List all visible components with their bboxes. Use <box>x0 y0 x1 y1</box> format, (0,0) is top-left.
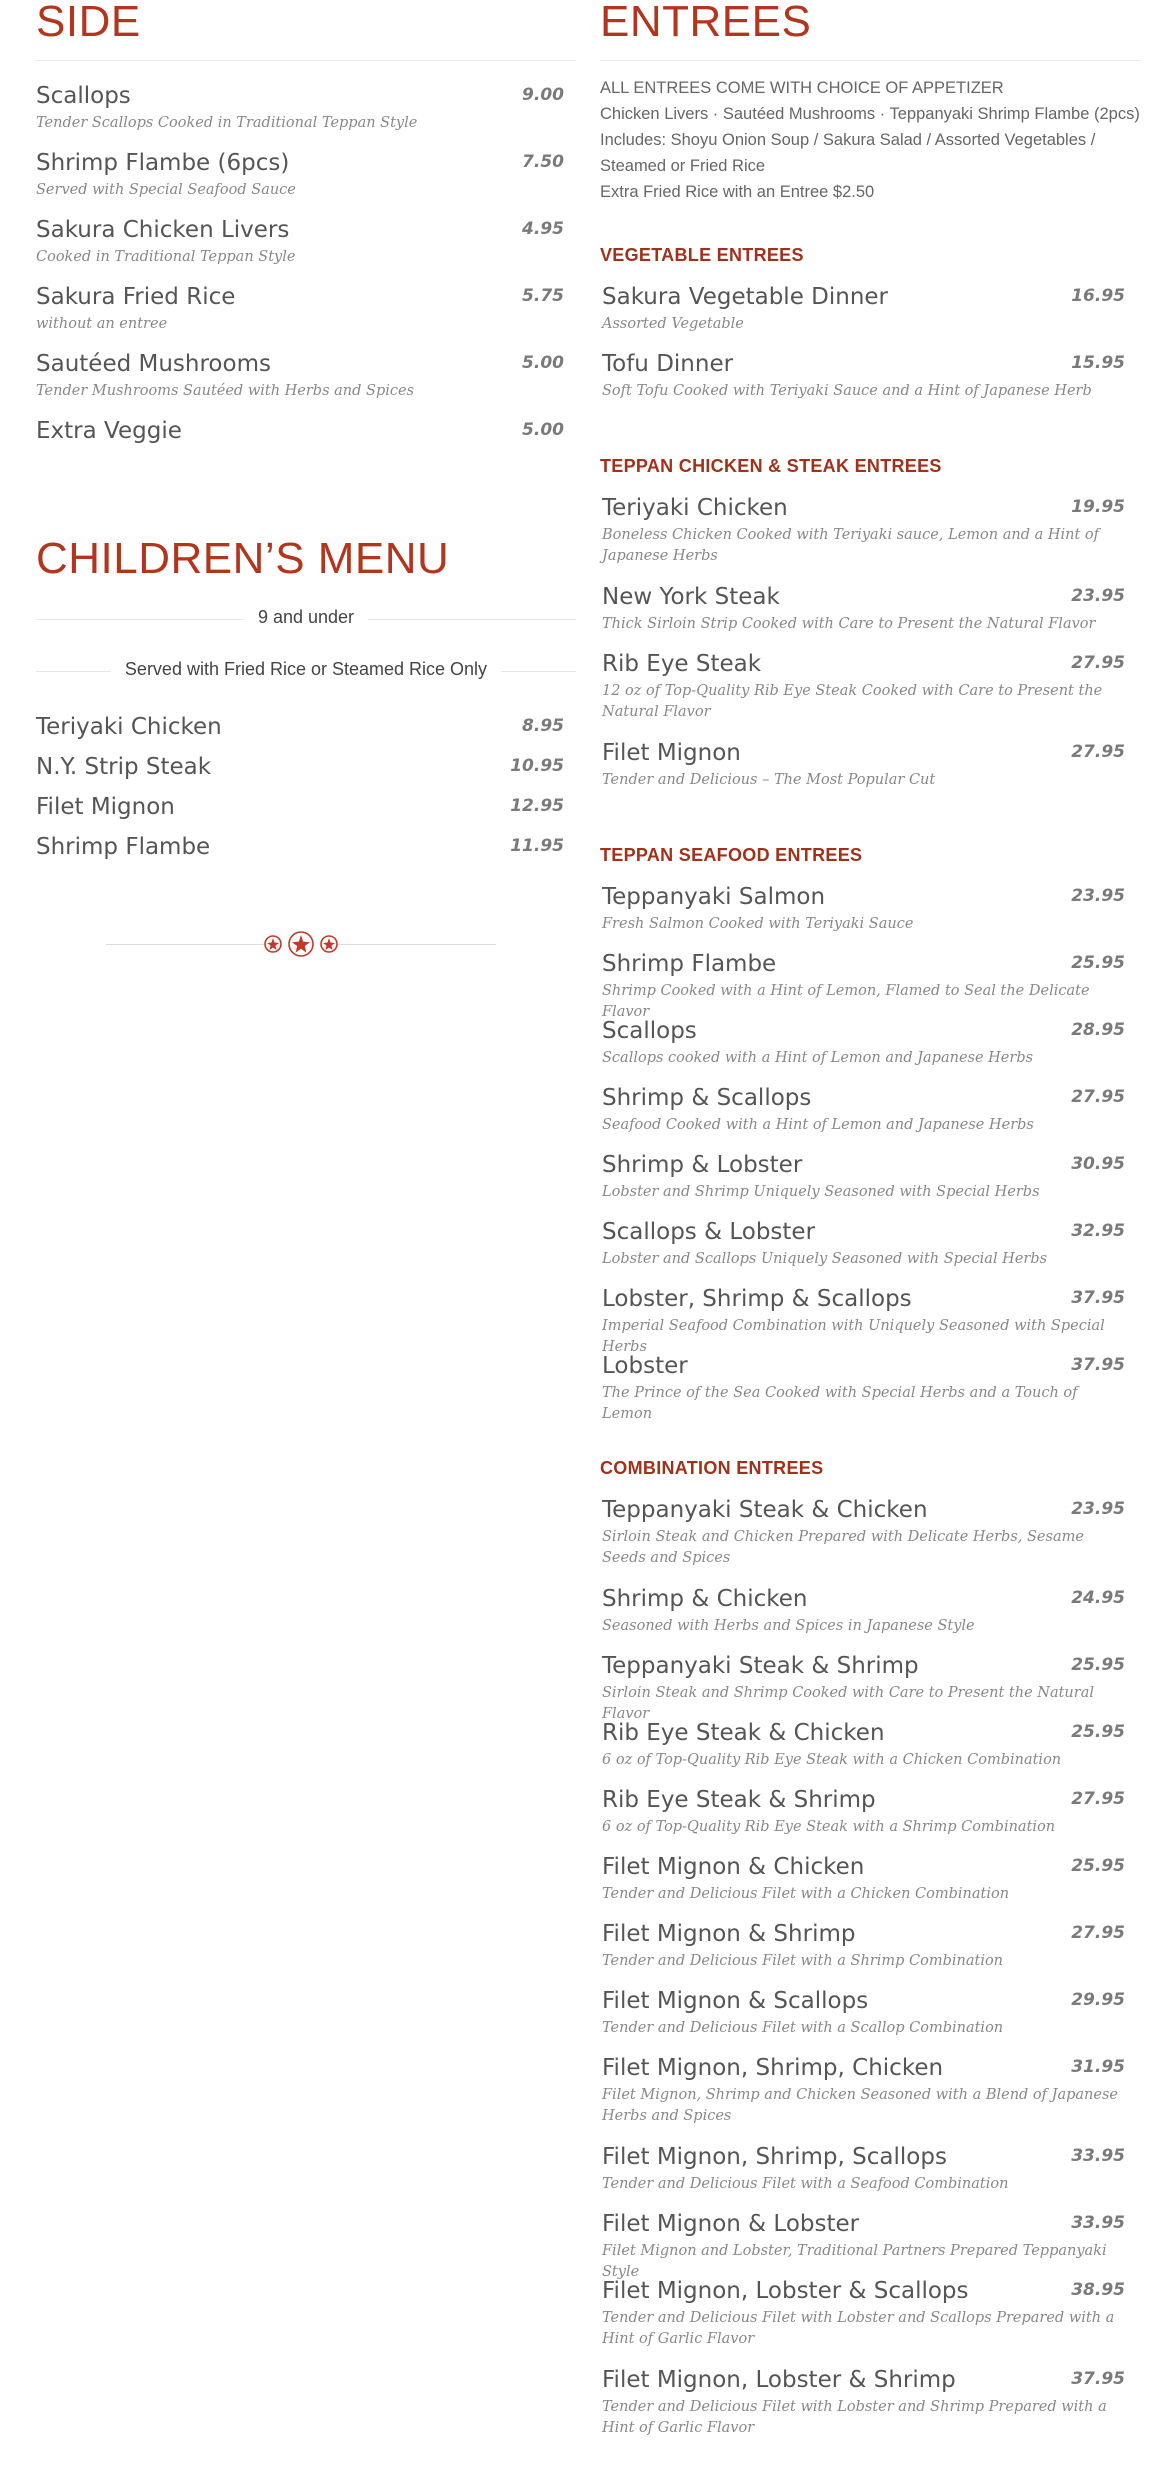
item-name: Extra Veggie <box>36 418 182 444</box>
item-price: 25.95 <box>1071 1722 1125 1742</box>
menu-item <box>600 1083 1140 1150</box>
menu-item <box>600 1495 1140 1584</box>
item-description: Lobster and Scallops Uniquely Seasoned with Special Herbs <box>602 1251 1048 1267</box>
item-description: Fresh Salmon Cooked with Teriyaki Sauce <box>602 916 914 932</box>
item-description: Served with Special Seafood Sauce <box>36 182 296 198</box>
menu-item <box>600 2053 1140 2142</box>
item-name: Teppanyaki Steak & Shrimp <box>602 1653 919 1679</box>
item-price: 7.50 <box>522 152 564 172</box>
item-price: 12.95 <box>510 796 564 816</box>
item-description: Tender and Delicious Filet with a Shrimp Combination <box>602 1953 1004 1969</box>
combination-entrees-title: COMBINATION ENTREES <box>600 1458 824 1478</box>
item-description: Filet Mignon and Lobster, Traditional Partners Prepared Teppanyaki Style <box>602 2243 1107 2280</box>
menu-item <box>36 832 576 872</box>
item-price: 29.95 <box>1071 1990 1125 2010</box>
item-description: Tender and Delicious Filet with a Scallop Combination <box>602 2020 1004 2036</box>
menu-item <box>36 282 576 349</box>
item-price: 27.95 <box>1071 1789 1125 1809</box>
item-price: 32.95 <box>1071 1221 1125 1241</box>
item-price: 5.00 <box>522 353 564 373</box>
item-price: 9.00 <box>522 85 564 105</box>
menu-item <box>600 1150 1140 1217</box>
item-description: Scallops cooked with a Hint of Lemon and Japanese Herbs <box>602 1050 1034 1066</box>
menu-item <box>600 2276 1140 2365</box>
item-description: Assorted Vegetable <box>602 316 744 332</box>
item-description: Sirloin Steak and Shrimp Cooked with Care to Present the Natural Flavor <box>602 1685 1094 1722</box>
item-name: Teriyaki Chicken <box>36 714 222 740</box>
item-price: 25.95 <box>1071 1655 1125 1675</box>
item-name: Filet Mignon, Lobster & Shrimp <box>602 2367 956 2393</box>
menu-item <box>36 81 576 148</box>
item-price: 31.95 <box>1071 2057 1125 2077</box>
entrees-section-title: ENTREES <box>600 0 812 46</box>
item-price: 28.95 <box>1071 1020 1125 1040</box>
entrees-notes <box>600 75 1140 205</box>
menu-item <box>600 1351 1140 1422</box>
menu-item <box>600 1016 1140 1083</box>
entrees-note: Includes: Shoyu Onion Soup / Sakura Salad / Assorted Vegetables / Steamed or Fried Rice <box>600 131 1096 175</box>
menu-item <box>600 2209 1140 2280</box>
menu-item <box>600 1584 1140 1651</box>
item-name: Sakura Vegetable Dinner <box>602 284 889 310</box>
item-name: Rib Eye Steak <box>602 651 762 677</box>
menu-item <box>600 1651 1140 1722</box>
menu-item <box>36 752 576 792</box>
chicken-steak-entrees-list <box>600 493 1140 805</box>
item-description: Seafood Cooked with a Hint of Lemon and Japanese Herbs <box>602 1117 1034 1133</box>
item-name: Shrimp & Chicken <box>602 1586 808 1612</box>
menu-item <box>600 1919 1140 1986</box>
menu-item <box>600 1217 1140 1284</box>
menu-item <box>600 1785 1140 1852</box>
flower-ornament-divider <box>106 929 496 959</box>
item-description: Imperial Seafood Combination with Uniquely Seasoned with Special Herbs <box>602 1318 1105 1355</box>
menu-item <box>600 349 1140 416</box>
item-name: Sautéed Mushrooms <box>36 351 271 377</box>
item-name: Lobster, Shrimp & Scallops <box>602 1286 912 1312</box>
item-name: Scallops & Lobster <box>602 1219 816 1245</box>
menu-item <box>600 738 1140 805</box>
item-name: Sakura Fried Rice <box>36 284 236 310</box>
item-price: 37.95 <box>1071 1288 1125 1308</box>
item-name: Filet Mignon & Shrimp <box>602 1921 856 1947</box>
item-name: Scallops <box>36 83 131 109</box>
menu-item <box>600 949 1140 1020</box>
item-name: Filet Mignon & Scallops <box>602 1988 869 2014</box>
entrees-note: Extra Fried Rice with an Entree $2.50 <box>600 183 875 201</box>
item-price: 33.95 <box>1071 2146 1125 2166</box>
item-price: 23.95 <box>1071 586 1125 606</box>
item-price: 25.95 <box>1071 953 1125 973</box>
item-description: Tender and Delicious Filet with a Chicken Combination <box>602 1886 1010 1902</box>
sakura-flower-icon <box>261 929 341 959</box>
menu-item <box>600 582 1140 649</box>
menu-item <box>36 416 576 483</box>
menu-item <box>36 148 576 215</box>
children-served-note: Served with Fried Rice or Steamed Rice Only <box>111 659 501 679</box>
menu-item <box>36 349 576 416</box>
item-name: Filet Mignon & Lobster <box>602 2211 860 2237</box>
menu-item <box>600 882 1140 949</box>
item-price: 23.95 <box>1071 886 1125 906</box>
item-description: Tender Mushrooms Sautéed with Herbs and Spices <box>36 383 415 399</box>
item-description: Tender Scallops Cooked in Traditional Teppan Style <box>36 115 418 131</box>
vegetable-entrees-title: VEGETABLE ENTREES <box>600 245 804 265</box>
item-price: 5.75 <box>522 286 564 306</box>
item-name: Shrimp Flambe (6pcs) <box>36 150 290 176</box>
item-name: Filet Mignon <box>36 794 175 820</box>
item-description: Boneless Chicken Cooked with Teriyaki sauce, Lemon and a Hint of Japanese Herbs <box>602 527 1099 564</box>
item-price: 27.95 <box>1071 1087 1125 1107</box>
side-title-divider <box>36 60 576 61</box>
item-price: 24.95 <box>1071 1588 1125 1608</box>
right-column <box>600 0 1140 2436</box>
item-name: Filet Mignon & Chicken <box>602 1854 865 1880</box>
item-name: Filet Mignon, Shrimp, Scallops <box>602 2144 947 2170</box>
combination-entrees-list <box>600 1495 1140 2436</box>
left-column <box>36 0 576 872</box>
menu-item <box>600 1718 1140 1785</box>
item-name: Rib Eye Steak & Chicken <box>602 1720 885 1746</box>
item-name: Shrimp & Lobster <box>602 1152 803 1178</box>
menu-item <box>600 1852 1140 1919</box>
item-price: 27.95 <box>1071 742 1125 762</box>
item-price: 10.95 <box>510 756 564 776</box>
item-description: 12 oz of Top-Quality Rib Eye Steak Cooked with Care to Present the Natural Flavor <box>602 683 1103 720</box>
menu-item <box>600 2365 1140 2436</box>
item-name: Filet Mignon, Shrimp, Chicken <box>602 2055 944 2081</box>
item-price: 8.95 <box>522 716 564 736</box>
item-price: 15.95 <box>1071 353 1125 373</box>
menu-item <box>600 2142 1140 2209</box>
item-description: Cooked in Traditional Teppan Style <box>36 249 296 265</box>
item-description: Tender and Delicious Filet with Lobster and Scallops Prepared with a Hint of Garlic Flavor <box>602 2310 1115 2347</box>
entrees-note: Chicken Livers · Sautéed Mushrooms · Teppanyaki Shrimp Flambe (2pcs) <box>600 105 1140 123</box>
item-description: Sirloin Steak and Chicken Prepared with Delicate Herbs, Sesame Seeds and Spices <box>602 1529 1084 1566</box>
item-name: Scallops <box>602 1018 697 1044</box>
menu-item <box>36 792 576 832</box>
menu-item <box>600 493 1140 582</box>
item-name: Shrimp & Scallops <box>602 1085 812 1111</box>
item-name: Teppanyaki Steak & Chicken <box>602 1497 928 1523</box>
entrees-note: ALL ENTREES COME WITH CHOICE OF APPETIZER <box>600 79 1004 97</box>
item-price: 37.95 <box>1071 1355 1125 1375</box>
chicken-steak-entrees-title: TEPPAN CHICKEN & STEAK ENTREES <box>600 456 942 476</box>
item-name: Tofu Dinner <box>602 351 734 377</box>
item-description: Thick Sirloin Strip Cooked with Care to Present the Natural Flavor <box>602 616 1096 632</box>
side-section-title: SIDE <box>36 0 141 46</box>
item-price: 5.00 <box>522 420 564 440</box>
seafood-entrees-list <box>600 882 1140 1422</box>
item-description: Tender and Delicious Filet with Lobster and Shrimp Prepared with a Hint of Garlic Flavor <box>602 2399 1107 2436</box>
vegetable-entrees-list <box>600 282 1140 416</box>
item-name: Rib Eye Steak & Shrimp <box>602 1787 876 1813</box>
item-name: Lobster <box>602 1353 688 1379</box>
item-name: Filet Mignon <box>602 740 741 766</box>
item-description: Tender and Delicious – The Most Popular Cut <box>602 772 936 788</box>
item-description: without an entree <box>36 316 168 332</box>
item-description: 6 oz of Top-Quality Rib Eye Steak with a Chicken Combination <box>602 1752 1062 1768</box>
item-description: The Prince of the Sea Cooked with Special Herbs and a Touch of Lemon <box>602 1385 1078 1422</box>
item-price: 38.95 <box>1071 2280 1125 2300</box>
item-name: Shrimp Flambe <box>602 951 777 977</box>
divider-line <box>338 944 496 945</box>
children-served-note-row <box>36 657 576 687</box>
children-menu-list <box>36 712 576 872</box>
item-price: 37.95 <box>1071 2369 1125 2389</box>
menu-item <box>36 215 576 282</box>
side-menu-list <box>36 81 576 483</box>
item-description: Seasoned with Herbs and Spices in Japanese Style <box>602 1618 975 1634</box>
item-description: Tender and Delicious Filet with a Seafood Combination <box>602 2176 1009 2192</box>
entrees-title-divider <box>600 60 1140 61</box>
item-price: 30.95 <box>1071 1154 1125 1174</box>
item-price: 19.95 <box>1071 497 1125 517</box>
item-description: Soft Tofu Cooked with Teriyaki Sauce and a Hint of Japanese Herb <box>602 383 1092 399</box>
item-price: 27.95 <box>1071 653 1125 673</box>
item-price: 25.95 <box>1071 1856 1125 1876</box>
divider-line <box>106 944 264 945</box>
item-name: Shrimp Flambe <box>36 834 211 860</box>
menu-item <box>600 282 1140 349</box>
item-price: 11.95 <box>510 836 564 856</box>
item-price: 16.95 <box>1071 286 1125 306</box>
item-description: 6 oz of Top-Quality Rib Eye Steak with a Shrimp Combination <box>602 1819 1056 1835</box>
item-price: 33.95 <box>1071 2213 1125 2233</box>
item-price: 4.95 <box>522 219 564 239</box>
item-name: Teriyaki Chicken <box>602 495 788 521</box>
item-name: Sakura Chicken Livers <box>36 217 290 243</box>
item-price: 23.95 <box>1071 1499 1125 1519</box>
children-age-note: 9 and under <box>244 607 368 627</box>
item-name: N.Y. Strip Steak <box>36 754 212 780</box>
item-description: Filet Mignon, Shrimp and Chicken Seasoned with a Blend of Japanese Herbs and Spices <box>602 2087 1118 2124</box>
item-name: Filet Mignon, Lobster & Scallops <box>602 2278 969 2304</box>
children-age-note-row <box>36 605 576 635</box>
item-name: Teppanyaki Salmon <box>602 884 826 910</box>
children-menu-title: CHILDREN’S MENU <box>36 534 450 583</box>
item-description: Lobster and Shrimp Uniquely Seasoned with Special Herbs <box>602 1184 1040 1200</box>
menu-item <box>600 1284 1140 1355</box>
item-name: New York Steak <box>602 584 780 610</box>
seafood-entrees-title: TEPPAN SEAFOOD ENTREES <box>600 845 863 865</box>
menu-item <box>600 1986 1140 2053</box>
menu-item <box>600 649 1140 738</box>
item-price: 27.95 <box>1071 1923 1125 1943</box>
item-description: Shrimp Cooked with a Hint of Lemon, Flamed to Seal the Delicate Flavor <box>602 983 1090 1020</box>
menu-item <box>36 712 576 752</box>
